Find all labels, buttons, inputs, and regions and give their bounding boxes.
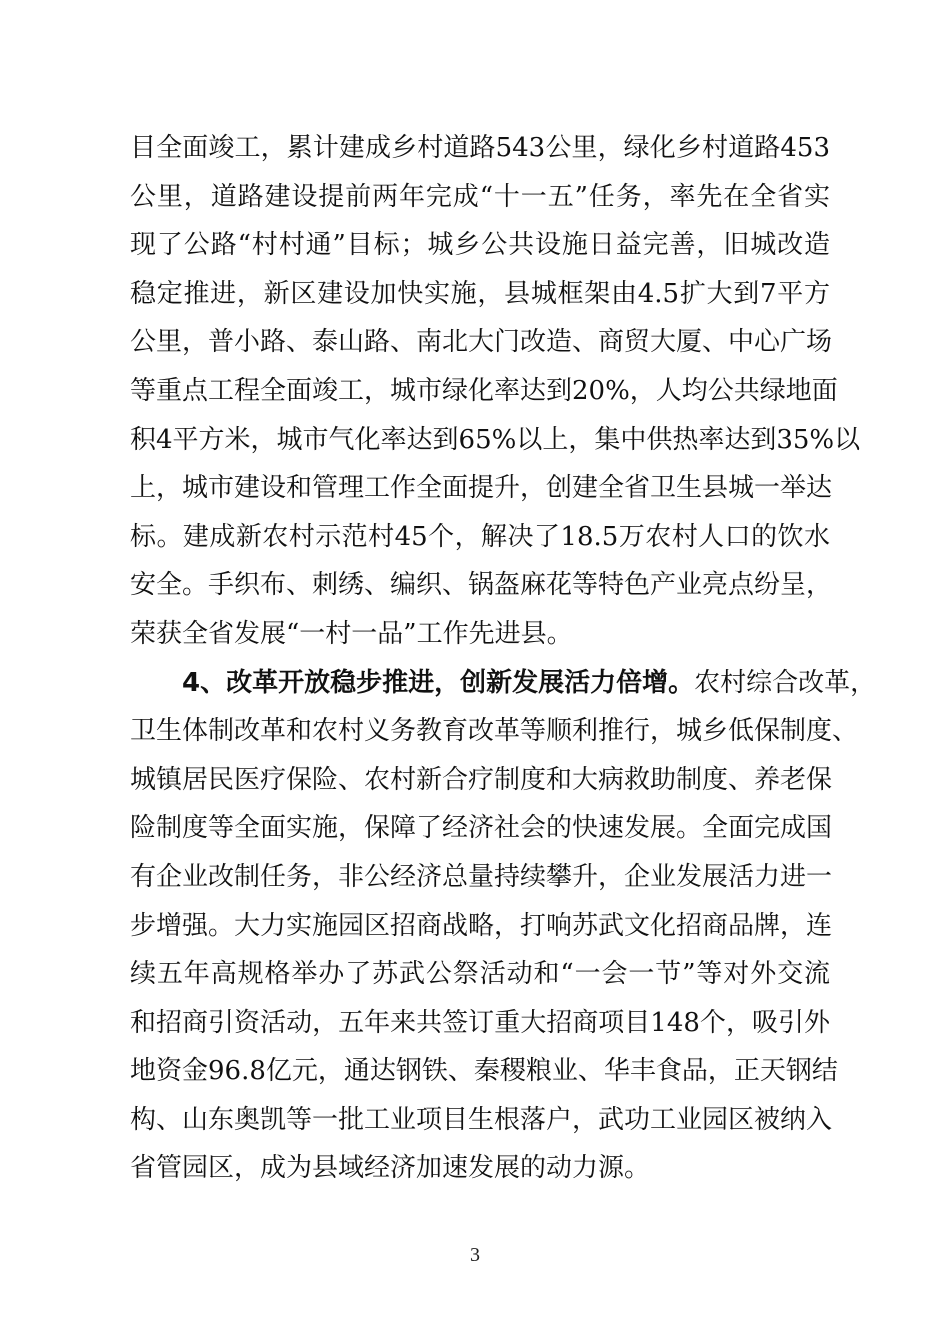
text-line: 荣获全省发展“一村一品”工作先进县。 (130, 618, 573, 649)
page-number: 3 (470, 1244, 480, 1266)
text-line: 卫生体制改革和农村义务教育改革等顺利推行，城乡低保制度、 (130, 716, 859, 747)
text-line: 安全。手织布、刺绣、编织、锅盔麻花等特色产业亮点纷呈， (130, 570, 833, 601)
text-line: 续五年高规格举办了苏武公祭活动和“一会一节”等对外交流 (130, 959, 830, 990)
text-line: 公里，道路建设提前两年完成“十一五”任务，率先在全省实 (130, 181, 830, 212)
text-line: 积4平方米，城市气化率达到65%以上，集中供热率达到35%以 (130, 424, 861, 455)
text-line: 稳定推进，新区建设加快实施，县城框架由4.5扩大到7平方 (130, 278, 830, 309)
text-line: 城镇居民医疗保险、农村新合疗制度和大病救助制度、养老保 (130, 764, 833, 795)
text-line: 地资金96.8亿元，通达钢铁、秦稷粮业、华丰食品，正天钢结 (130, 1056, 838, 1087)
text-line: 险制度等全面实施，保障了经济社会的快速发展。全面完成国 (130, 813, 833, 844)
text-line: 现了公路“村村通”目标；城乡公共设施日益完善，旧城改造 (130, 230, 830, 261)
body-text (130, 124, 877, 1193)
text-line: 上，城市建设和管理工作全面提升，创建全省卫生县城一举达 (130, 473, 833, 504)
heading-line-text: 农村综合改革， (694, 667, 877, 698)
text-line: 省管园区，成为县域经济加速发展的动力源。 (130, 1153, 651, 1184)
text-line: 有企业改制任务，非公经济总量持续攀升，企业发展活力进一 (130, 861, 833, 892)
text-line: 等重点工程全面竣工，城市绿化率达到20%，人均公共绿地面 (130, 375, 838, 406)
section-heading-line (130, 659, 877, 708)
section-heading: 4、改革开放稳步推进，创新发展活力倍增。 (182, 667, 695, 698)
text-line: 公里，普小路、泰山路、南北大门改造、商贸大厦、中心广场 (130, 327, 833, 358)
text-line: 步增强。大力实施园区招商战略，打响苏武文化招商品牌，连 (130, 910, 833, 941)
text-line: 目全面竣工，累计建成乡村道路543公里，绿化乡村道路453 (130, 133, 830, 163)
text-line: 构、山东奥凯等一批工业项目生根落户，武功工业园区被纳入 (130, 1104, 833, 1135)
text-line: 标。建成新农村示范村45个，解决了18.5万农村人口的饮水 (130, 521, 830, 552)
text-line: 和招商引资活动，五年来共签订重大招商项目148个，吸引外 (130, 1007, 830, 1038)
